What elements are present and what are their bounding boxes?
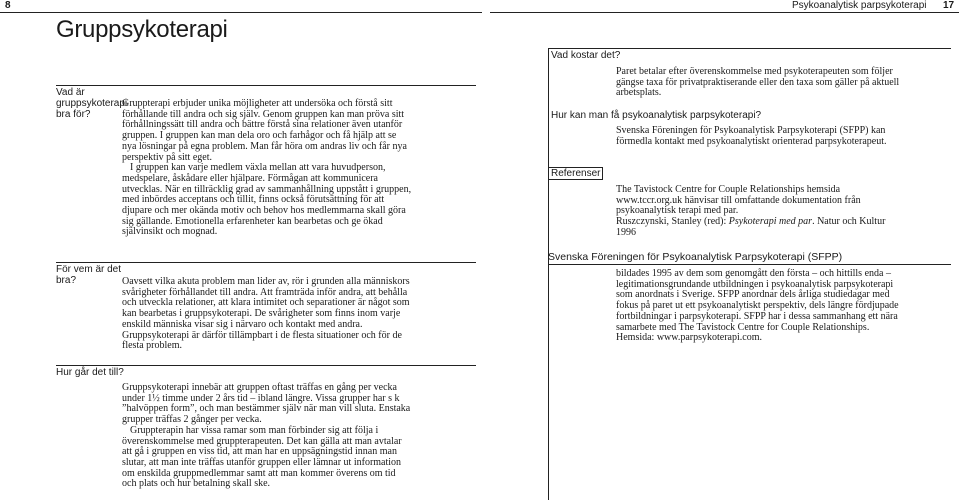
- reference-book-title: Psykoterapi med par: [728, 216, 813, 228]
- society-body: [616, 269, 904, 344]
- references-list: [616, 185, 906, 239]
- paragraph: Gruppsykoterapi innebär att gruppen oftast träffas en gång per vecka under 1½ timme under 2 års tid – ibland längre. Vissa grupper har s k ”halvöppen form”, och man bestämmer själv när man vill sluta. Enstaka grupper träffas 2 gånger per vecka.: [122, 382, 411, 426]
- reference-author: Ruszczynski, Stanley (red):: [616, 216, 729, 228]
- section-rule: [56, 85, 476, 86]
- paragraph: Paret betalar efter överenskommelse med psykoterapeuten som följer gängse taxa för privatpraktiserande eller den taxa som gäller på aktuell arbetsplats.: [616, 66, 900, 99]
- section-rule: [549, 264, 951, 265]
- reference-item: The Tavistock Centre for Couple Relationships hemsida www.tccr.org.uk hänvisar till omfattande dokumentation från psykoanalytisk terapi med par.: [616, 184, 861, 217]
- left-header-rule: [0, 12, 482, 13]
- column-rule: [548, 48, 549, 500]
- left-page-number: 8: [5, 0, 11, 11]
- section-heading-benefits: Vad är gruppsykoterapi bra för?: [56, 87, 128, 120]
- paragraph: I gruppen kan varje medlem växla mellan att vara huvudperson, medspelare, åskådare eller hjälpare. Förmågan att kommunicera utvecklas. När en tillräcklig grad av sammanhållning uppstått i gruppen, med inbördes acceptans och tillit, finns också förutsättning för att djupare och mer okända motiv och behov hos medlemmarna skall göra sig gällande. Emotionella erfarenheter kan bearbetas och ge ökad självinsikt och mognad.: [122, 162, 412, 238]
- section-rule: [56, 262, 476, 263]
- section-body-where: [616, 126, 902, 147]
- right-header-rule: [490, 12, 959, 13]
- section-rule: [56, 365, 476, 366]
- section-heading-cost: Vad kostar det?: [551, 50, 621, 61]
- reference-item: [616, 217, 906, 238]
- section-rule: [549, 48, 951, 49]
- paragraph: Svenska Föreningen för Psykoanalytisk Parpsykoterapi (SFPP) kan förmedla kontakt med psykoanalytiskt orienterad parpsykoterapeut.: [616, 125, 887, 147]
- section-body-cost: [616, 67, 902, 99]
- paragraph: bildades 1995 av dem som genomgått den första – och hittills enda – legitimationsgrundande utbildningen i psykoanalytisk parpsykoterapi som anordnats i Sverige. SFPP anordnar dels årliga studiedagar med fokus på paret ut ett psykoanalytiskt perspektiv, dels längre fördjupade fortbildningar i parpsykoterapi. SFPP har i dessa sammanhang ett nära samarbete med The Tavistock Centre for Couple Relationships.: [616, 268, 899, 333]
- section-heading-where: Hur kan man få psykoanalytisk parpsykoterapi?: [551, 110, 762, 121]
- running-title: Psykoanalytisk parpsykoterapi: [792, 0, 927, 11]
- references-label: Referenser: [548, 167, 603, 180]
- paragraph: Gruppterapin har vissa ramar som man förbinder sig att följa i överenskommelse med gruppterapeuten. Det kan gälla att man avtalar att gå i gruppen en viss tid, att man har en uppsägningstid innan man slutar, att man inte träffas utanför gruppen eller lämnar ut information om enskilda gruppmedlemmar samt att man kommer överens om tid och plats och hur betalning skall ske.: [122, 424, 402, 490]
- reference-publisher: . Natur och Kultur 1996: [616, 216, 886, 238]
- society-heading: Svenska Föreningen för Psykoanalytisk Parpsykoterapi (SFPP): [548, 251, 843, 263]
- paragraph: Gruppterapi erbjuder unika möjligheter att undersöka och förstå sitt förhållande till andra och sig själv. Genom gruppen kan man pröva sitt förhållningssätt till andra och bättre förstå sina relationer även utanför gruppen. I gruppen kan man dela oro och farhågor och få hjälp att se nya lösningar på egna problem. Man får höra om andras liv och får nya perspektiv på sitt eget.: [122, 98, 407, 163]
- society-website: Hemsida: www.parpsykoterapi.com.: [616, 332, 762, 344]
- section-body-benefits: [122, 99, 412, 238]
- paragraph: Oavsett vilka akuta problem man lider av, rör i grunden alla människors svårigheter förhållandet till andra. Att framträda inför andra, att behålla och utveckla relationer, att klara intimitet och separationer är något som kan bearbetas i gruppsykoterapi. De svårigheter som finns inom varje enskild människa visar sig i närvaro och kontakt med andra. Gruppsykoterapi är därför tillämpbart i de flesta situationer och för de flesta problem.: [122, 276, 410, 352]
- page-title: Gruppsykoterapi: [56, 16, 228, 43]
- section-body-how: [122, 383, 412, 490]
- section-body-who: [122, 277, 412, 352]
- section-heading-who: För vem är det bra?: [56, 264, 122, 286]
- section-heading-how: Hur går det till?: [56, 367, 124, 378]
- right-page-number: 17: [943, 0, 955, 11]
